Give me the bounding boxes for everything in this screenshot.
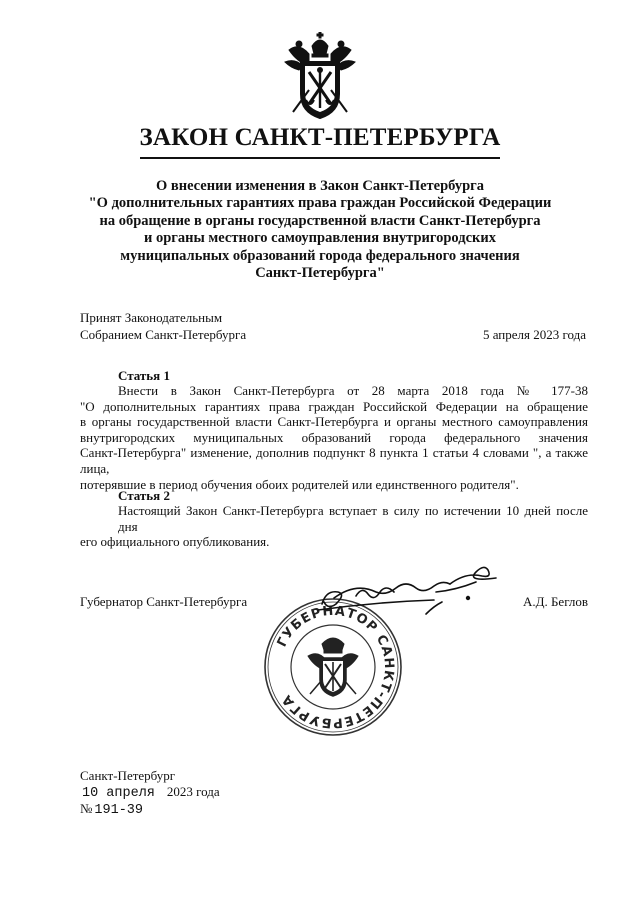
article-2-heading: Статья 2 <box>118 488 170 503</box>
document-title: ЗАКОН САНКТ-ПЕТЕРБУРГА <box>139 124 501 151</box>
subject-line: О внесении изменения в Закон Санкт-Петербурга <box>155 178 484 194</box>
title-underline <box>140 157 500 159</box>
article-1-heading: Статья 1 <box>118 368 170 383</box>
law-number-prefix: № <box>80 801 93 816</box>
law-number-handwritten: 191-39 <box>94 803 144 818</box>
signatory-position: Губернатор Санкт-Петербурга <box>80 594 248 609</box>
law-subject <box>60 178 580 282</box>
signing-date <box>80 784 220 801</box>
adoption-date: 5 апреля 2023 года <box>482 327 586 342</box>
adoption-note <box>80 310 246 343</box>
subject-line: "О дополнительных гарантиях права граждан Российской Федерации <box>88 195 552 212</box>
signatory-name: А.Д. Беглов <box>522 594 588 609</box>
article-text-line: "О дополнительных гарантиях права граждан Российской Федерации на обращение <box>80 398 588 414</box>
governor-signature <box>316 562 516 618</box>
article-text-line: потерявшие в период обучения обоих родителей или единственного родителя". <box>80 476 519 492</box>
article-text-line: в органы государственной власти Санкт-Петербурга и органы местного самоуправления <box>80 414 588 430</box>
article-text-line: Внести в Закон Санкт-Петербурга от 28 марта 2018 года № 177-38 <box>118 383 588 398</box>
seal-text: ГУБЕРНАТОР САНКТ-ПЕТЕРБУРГА <box>274 603 397 731</box>
subject-line: и органы местного самоуправления внутригородских <box>144 230 496 247</box>
subject-line: на обращение в органы государственной власти Санкт-Петербурга <box>99 212 541 229</box>
signing-place: Санкт-Петербург <box>80 768 176 783</box>
subject-line: Санкт-Петербурга" <box>255 265 385 282</box>
signing-year: 2023 года <box>166 784 220 799</box>
article-text-line: Санкт-Петербурга" изменение, дополнив подпункт 8 пункта 1 статьи 4 словами ", а также лица, <box>80 445 588 476</box>
article-2-text <box>80 503 588 550</box>
adoption-line-1: Принят Законодательным <box>80 310 223 325</box>
law-number <box>80 801 143 818</box>
article-text-line: внутригородских муниципальных образований города федерального значения <box>80 429 588 445</box>
signing-date-handwritten: 10 апреля <box>82 786 155 801</box>
coat-of-arms-emblem <box>279 32 361 124</box>
subject-line: муниципальных образований города федерального значения <box>120 247 520 264</box>
article-1-text <box>80 383 588 492</box>
article-text-line: его официального опубликования. <box>80 534 270 550</box>
adoption-line-2: Собранием Санкт-Петербурга <box>80 326 247 342</box>
article-text-line: Настоящий Закон Санкт-Петербурга вступает в силу по истечении 10 дней после дня <box>118 503 588 534</box>
